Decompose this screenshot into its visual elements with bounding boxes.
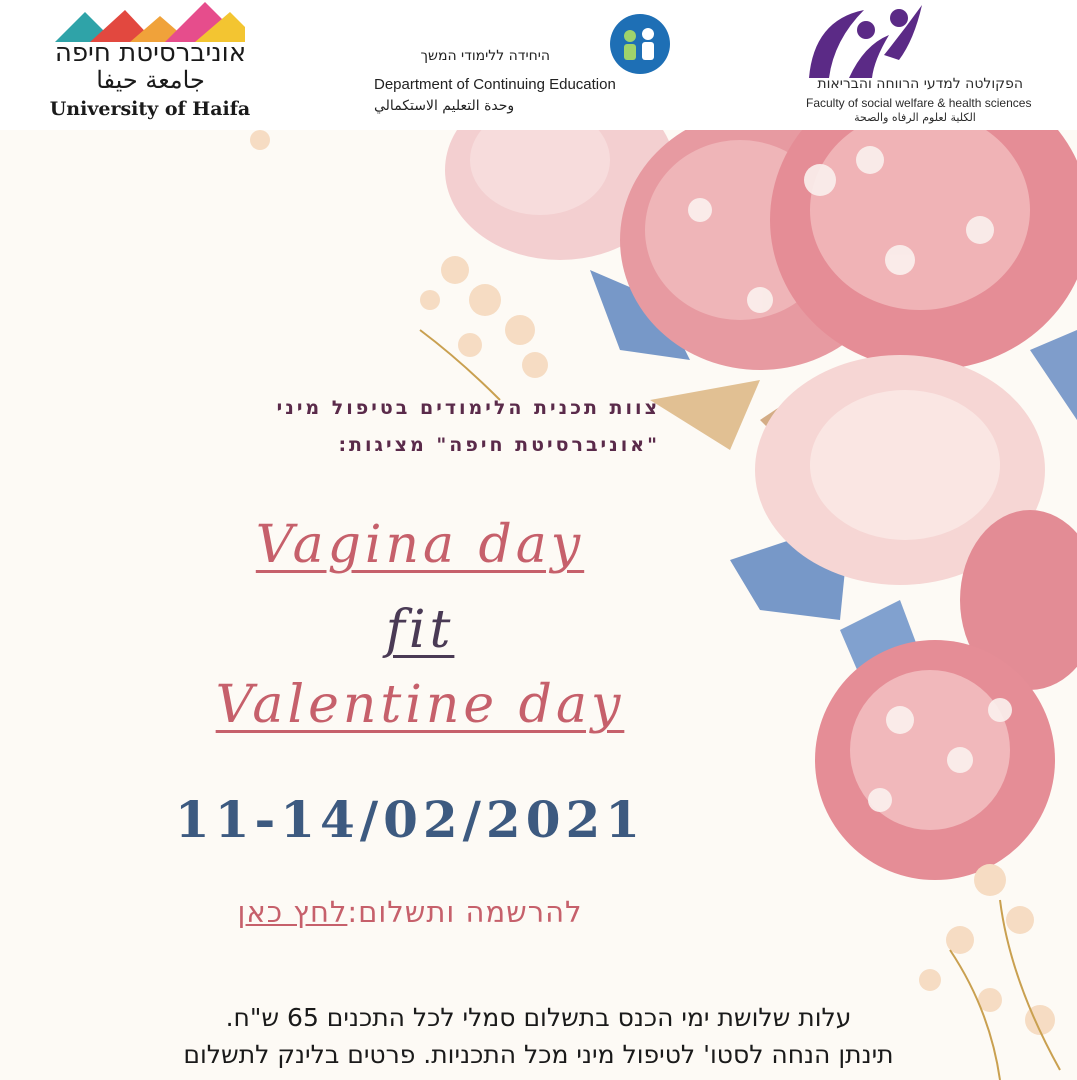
- department-name-hebrew: היחידה ללימודי המשך: [420, 48, 550, 64]
- registration-link[interactable]: לחץ כאן: [237, 895, 348, 929]
- intro-text: [100, 390, 660, 464]
- title-line-1[interactable]: Vagina day: [255, 515, 585, 575]
- faculty-logo: [800, 0, 1035, 128]
- title-line-2[interactable]: fit: [385, 600, 455, 660]
- info-line-2: תינתן הנחה לסטו' לטיפול מיני מכל התכניות. פרטים בלינק לתשלום: [183, 1040, 894, 1069]
- department-name-english: Department of Continuing Education: [374, 76, 616, 93]
- department-name-arabic: وحدة التعليم الاستكمالي: [374, 98, 515, 114]
- registration-label: להרשמה ותשלום:: [347, 895, 583, 929]
- event-date: 11-14/02/2021: [174, 790, 646, 849]
- info-line-1: עלות שלושת ימי הכנס בתשלום סמלי לכל התכנים 65 ש"ח.: [225, 1003, 852, 1032]
- faculty-figures-icon: [804, 0, 924, 78]
- university-of-haifa-logo: [40, 2, 260, 122]
- people-icon: [610, 14, 670, 74]
- registration-line: [150, 895, 670, 929]
- intro-line-1: צוות תכנית הלימודים בטיפול מיני: [276, 397, 660, 419]
- title-line-3[interactable]: Valentine day: [215, 675, 625, 735]
- university-name-arabic: جامعة حيفا: [96, 66, 205, 94]
- faculty-name-english: Faculty of social welfare & health sciences: [806, 96, 1032, 110]
- logo-header: [0, 0, 1077, 130]
- university-logo-bands-icon: [55, 2, 245, 42]
- pink-blooms: [445, 70, 1077, 880]
- university-name-english: University of Haifa: [49, 98, 251, 120]
- continuing-education-logo: [370, 10, 680, 125]
- university-name-hebrew: אוניברסיטת חיפה: [54, 38, 247, 68]
- faculty-name-arabic: الكلية لعلوم الرفاه والصحة: [854, 111, 976, 124]
- faculty-name-hebrew: הפקולטה למדעי הרווחה והבריאות: [817, 76, 1023, 92]
- intro-line-2: "אוניברסיטת חיפה" מציגות:: [338, 434, 660, 457]
